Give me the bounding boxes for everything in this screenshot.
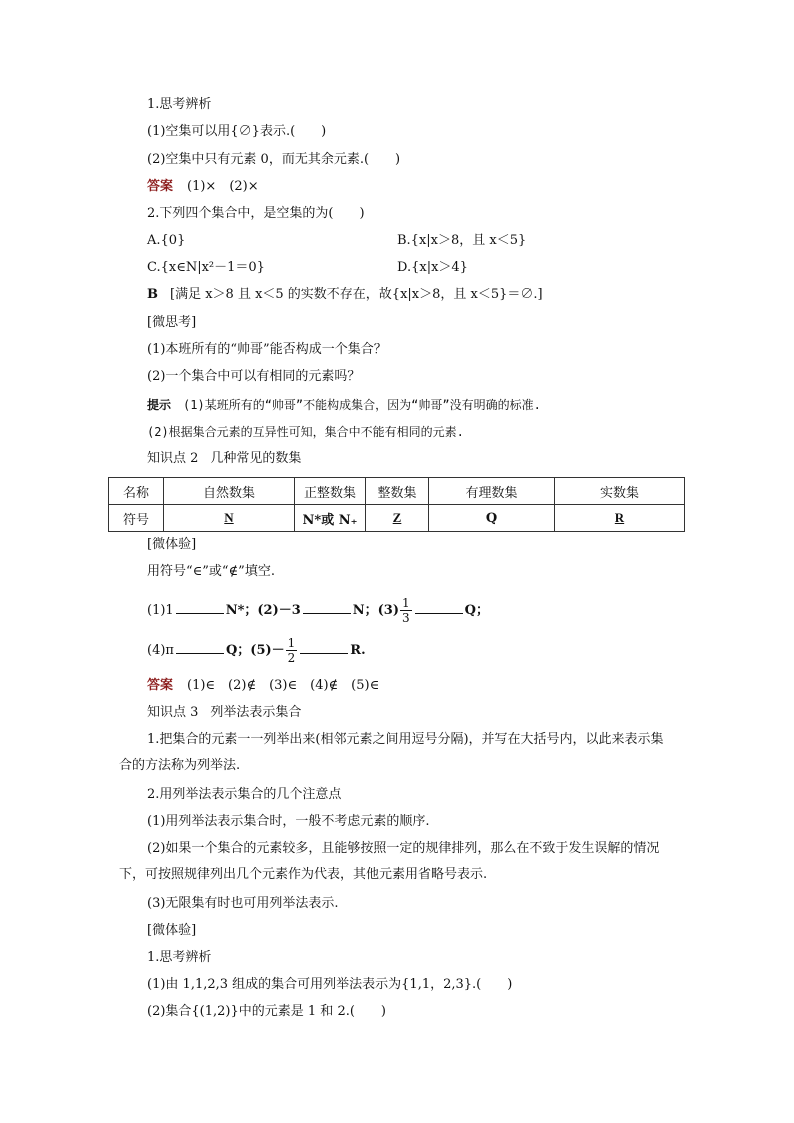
answer-2 [147, 286, 543, 304]
fill-text: R. [350, 643, 366, 658]
hint-text-1: (1)某班所有的“帅哥”不能构成集合，因为“帅哥”没有明确的标准. [183, 398, 541, 412]
fill-blank[interactable] [176, 641, 224, 654]
kp3-paragraph-2: 2.用列举法表示集合的几个注意点 [147, 787, 342, 802]
kp3-paragraph-3: (1)用列举法表示集合时，一般不考虑元素的顺序. [147, 814, 430, 829]
exp1-title: [微体验] [147, 537, 197, 552]
table-row [109, 505, 685, 532]
table-cell: Z [366, 505, 429, 532]
hint-2: (2)根据集合元素的互异性可知，集合中不能有相同的元素. [147, 425, 464, 439]
exp2-question-1: (1)由 1,1,2,3 组成的集合可用列举法表示为{1,1，2,3}.( ) [147, 977, 513, 992]
table-header: 整数集 [366, 478, 429, 505]
fill-text: N；(3) [352, 603, 399, 618]
fill-blank[interactable] [303, 601, 351, 614]
fill-text: Q；(5)－ [225, 643, 285, 658]
option-d: D.{x|x＞4} [397, 260, 468, 275]
number-set-table [108, 477, 685, 532]
table-header: 有理数集 [429, 478, 555, 505]
exp2-question-2: (2)集合{(1,2)}中的元素是 1 和 2.( ) [147, 1004, 386, 1019]
think-title: [微思考] [147, 315, 197, 330]
kp3-paragraph-1: 1.把集合的元素一一列举出来(相邻元素之间用逗号分隔)，并写在大括号内，以此来表示集合的方法称为列举法. [119, 732, 664, 773]
option-a: A.{0} [147, 233, 186, 248]
kp3-label: 知识点 3 [147, 705, 199, 720]
table-cell: Q [429, 505, 555, 532]
kp2-title: 几种常见的数集 [210, 451, 302, 466]
section-1-title: 1.思考辨析 [147, 97, 212, 112]
fraction-denominator: 2 [287, 651, 296, 665]
answer-label: 答案 [147, 678, 174, 693]
table-header: 实数集 [555, 478, 685, 505]
table-cell: N [164, 505, 295, 532]
table-header: 正整数集 [295, 478, 366, 505]
table-cell: N*或 N₊ [295, 505, 366, 532]
kp3-heading [147, 704, 301, 722]
kp2-heading [147, 450, 301, 468]
kp2-label: 知识点 2 [147, 451, 199, 466]
option-c: C.{x∈N|x²－1＝0} [147, 260, 265, 275]
answer-letter: B [147, 287, 158, 302]
kp3-title: 列举法表示集合 [210, 705, 302, 720]
fill-blank[interactable] [300, 641, 348, 654]
answer-explanation: [满足 x＞8 且 x＜5 的实数不存在，故{x|x＞8，且 x＜5}＝∅.] [170, 287, 543, 302]
fraction-numerator: 1 [402, 596, 410, 610]
kp3-paragraph-4: (2)如果一个集合的元素较多，且能够按照一定的规律排列，那么在不致于发生误解的情况下，可按照规律列出几个元素作为代表，其他元素用省略号表示. [119, 841, 660, 882]
table-header: 自然数集 [164, 478, 295, 505]
table-cell: R [555, 505, 685, 532]
answer-label: 答案 [147, 179, 174, 194]
fraction [286, 636, 298, 665]
table-row-label: 符号 [109, 505, 164, 532]
fill-text: Q； [464, 603, 489, 618]
fraction [400, 596, 412, 625]
hint-1 [147, 396, 541, 414]
exp1-fill-line-2 [147, 636, 366, 665]
question-1-2: (2)空集中只有元素 0，而无其余元素.( ) [147, 152, 401, 167]
exp2-section-title: 1.思考辨析 [147, 950, 212, 965]
fill-text: (4)π [147, 643, 174, 658]
exp1-instruction: 用符号“∈”或“∉”填空. [147, 564, 275, 579]
fraction-denominator: 3 [402, 611, 410, 625]
fill-text: N*；(2)－3 [225, 603, 301, 618]
answer-text: (1)× (2)× [187, 179, 259, 194]
think-question-2: (2)一个集合中可以有相同的元素吗？ [147, 369, 361, 384]
exp2-title: [微体验] [147, 923, 197, 938]
answer-1 [147, 178, 259, 196]
answer-text: (1)∈ (2)∉ (3)∈ (4)∉ (5)∈ [187, 678, 380, 693]
fraction-numerator: 1 [287, 636, 296, 650]
table-header-row [109, 478, 685, 505]
answer-exp1 [147, 677, 379, 695]
think-question-1: (1)本班所有的“帅哥”能否构成一个集合？ [147, 342, 387, 357]
exp1-fill-line-1 [147, 596, 489, 625]
table-header: 名称 [109, 478, 164, 505]
hint-label: 提示 [147, 398, 172, 412]
fill-blank[interactable] [176, 601, 224, 614]
fill-text: (1)1 [147, 603, 174, 618]
option-b: B.{x|x＞8，且 x＜5} [397, 233, 527, 248]
fill-blank[interactable] [415, 601, 463, 614]
question-2: 2.下列四个集合中，是空集的为( ) [147, 206, 365, 221]
question-1-1: (1)空集可以用{∅}表示.( ) [147, 124, 327, 139]
kp3-paragraph-5: (3)无限集有时也可用列举法表示. [147, 896, 339, 911]
